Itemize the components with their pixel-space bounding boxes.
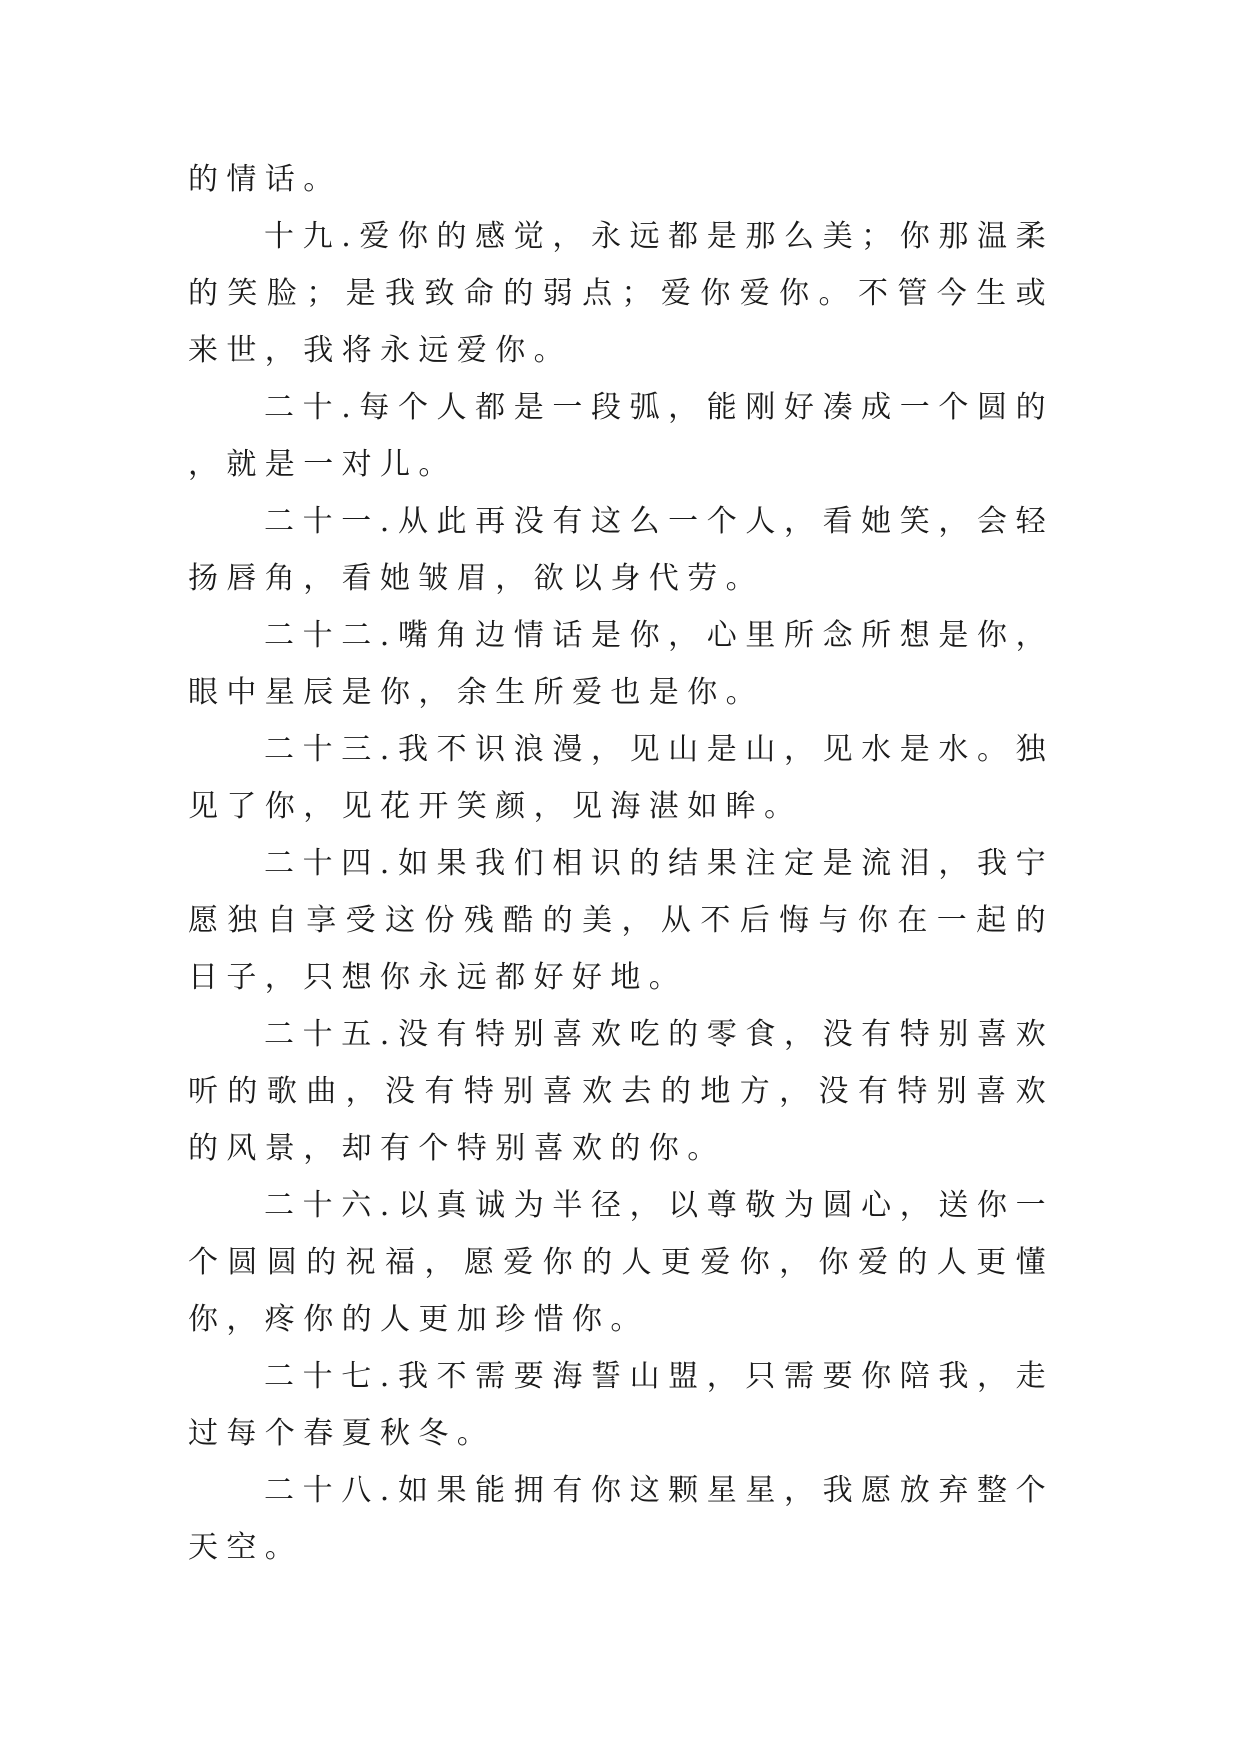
paragraph-21: 二十一.从此再没有这么一个人，看她笑，会轻扬唇角，看她皱眉，欲以身代劳。 bbox=[188, 504, 1054, 596]
paragraph-25: 二十五.没有特别喜欢吃的零食，没有特别喜欢听的歌曲，没有特别喜欢去的地方，没有特别喜欢的风景，却有个特别喜欢的你。 bbox=[188, 1017, 1054, 1166]
paragraph-28: 二十八.如果能拥有你这颗星星，我愿放弃整个天空。 bbox=[188, 1473, 1054, 1565]
paragraph-23: 二十三.我不识浪漫，见山是山，见水是水。独见了你，见花开笑颜，见海湛如眸。 bbox=[188, 732, 1054, 824]
paragraph-26: 二十六.以真诚为半径，以尊敬为圆心，送你一个圆圆的祝福，愿爱你的人更爱你，你爱的人更懂你，疼你的人更加珍惜你。 bbox=[188, 1188, 1054, 1337]
paragraph-19: 十九.爱你的感觉，永远都是那么美；你那温柔的笑脸；是我致命的弱点；爱你爱你。不管今生或来世，我将永远爱你。 bbox=[188, 219, 1054, 368]
paragraph-24: 二十四.如果我们相识的结果注定是流泪，我宁愿独自享受这份残酷的美，从不后悔与你在一起的日子，只想你永远都好好地。 bbox=[188, 846, 1054, 995]
paragraph-20: 二十.每个人都是一段弧，能刚好凑成一个圆的，就是一对儿。 bbox=[188, 390, 1054, 482]
paragraph-27: 二十七.我不需要海誓山盟，只需要你陪我，走过每个春夏秋冬。 bbox=[188, 1359, 1054, 1451]
document-body bbox=[188, 151, 1054, 1576]
paragraph-22: 二十二.嘴角边情话是你，心里所念所想是你，眼中星辰是你，余生所爱也是你。 bbox=[188, 618, 1054, 710]
paragraph-continuation: 的情话。 bbox=[188, 162, 342, 197]
